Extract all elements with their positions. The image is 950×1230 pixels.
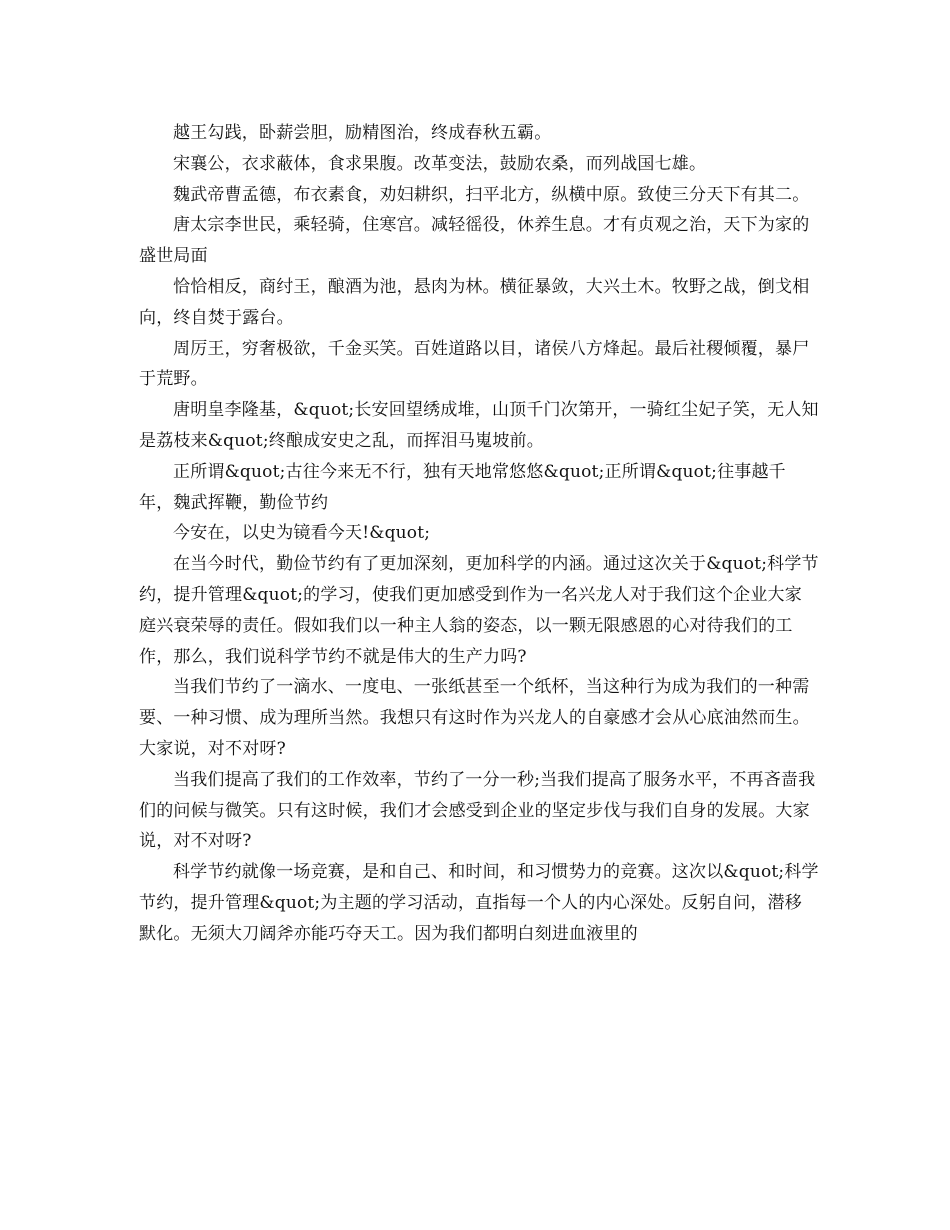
paragraph: 正所谓&quot;古往今来无不行，独有天地常悠悠&quot;正所谓&quot;往事越千年，魏武挥鞭，勤俭节约 bbox=[139, 461, 786, 513]
paragraph: 今安在，以史为镜看今天!&quot; bbox=[173, 523, 431, 544]
paragraph: 当我们提高了我们的工作效率，节约了一分一秒;当我们提高了服务水平，不再吝啬我们的问候与微笑。只有这时候，我们才会感受到企业的坚定步伐与我们自身的发展。大家说，对不对呀? bbox=[139, 769, 816, 852]
paragraph: 恰恰相反，商纣王，酿酒为池，悬肉为林。横征暴敛，大兴土木。牧野之战，倒戈相向，终自焚于露台。 bbox=[139, 276, 810, 328]
paragraph: 唐太宗李世民，乘轻骑，住寒宫。减轻徭役，休养生息。才有贞观之治，天下为家的盛世局面 bbox=[139, 215, 810, 267]
paragraph: 科学节约就像一场竞赛，是和自己、和时间，和习惯势力的竞赛。这次以&quot;科学节约，提升管理&quot;为主题的学习活动，直指每一个人的内心深处。反躬自问，潜移默化。无须大刀阔斧亦能巧夺天工。因为我们都明白刻进血液里的 bbox=[139, 862, 819, 944]
paragraph: 宋襄公，衣求蔽体，食求果腹。改革变法，鼓励农桑，而列战国七雄。 bbox=[173, 153, 707, 174]
paragraph: 周厉王，穷奢极欲，千金买笑。百姓道路以目，诸侯八方烽起。最后社稷倾覆，暴尸于荒野。 bbox=[139, 338, 810, 390]
document-body bbox=[139, 118, 819, 950]
paragraph: 在当今时代，勤俭节约有了更加深刻，更加科学的内涵。通过这次关于&quot;科学节约，提升管理&quot;的学习，使我们更加感受到作为一名兴龙人对于我们这个企业大家庭兴衰荣辱的责任。假如我们以一种主人翁的姿态，以一颗无限感恩的心对待我们的工作，那么，我们说科学节约不就是伟大的生产力吗? bbox=[139, 554, 819, 667]
paragraph: 当我们节约了一滴水、一度电、一张纸甚至一个纸杯，当这种行为成为我们的一种需要、一种习惯、成为理所当然。我想只有这时作为兴龙人的自豪感才会从心底油然而生。大家说，对不对呀? bbox=[139, 677, 810, 759]
paragraph: 越王勾践，卧薪尝胆，励精图治，终成春秋五霸。 bbox=[173, 123, 552, 143]
paragraph: 唐明皇李隆基，&quot;长安回望绣成堆，山顶千门次第开，一骑红尘妃子笑，无人知是荔枝来&quot;终酿成安史之乱，而挥泪马嵬坡前。 bbox=[139, 400, 819, 451]
paragraph: 魏武帝曹孟德，布衣素食，劝妇耕织，扫平北方，纵横中原。致使三分天下有其二。 bbox=[173, 184, 810, 205]
